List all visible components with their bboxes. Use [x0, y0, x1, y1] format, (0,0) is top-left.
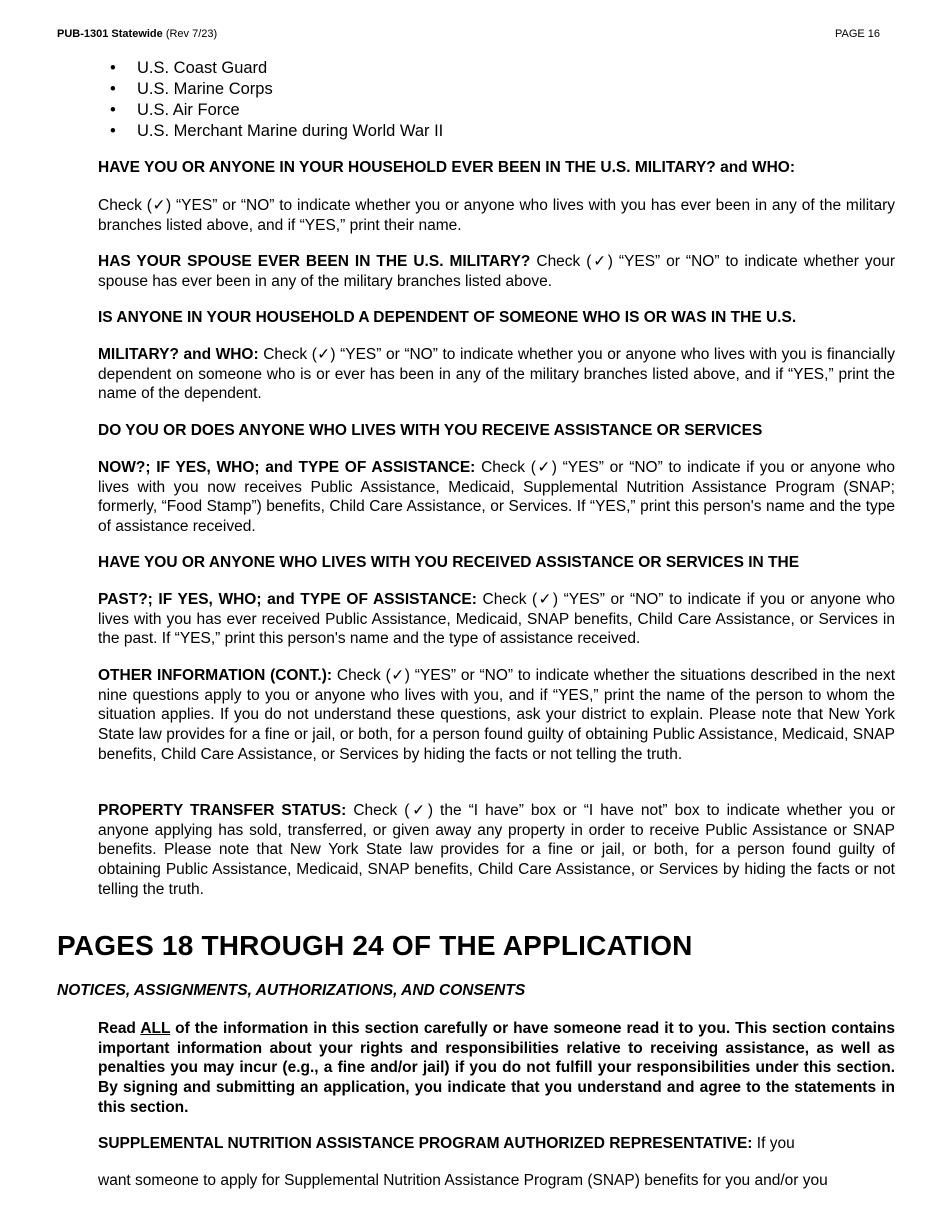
dependent-paragraph [98, 345, 895, 404]
list-item: • U.S. Merchant Marine during World War II [110, 121, 443, 142]
assistance-past-heading: HAVE YOU OR ANYONE WHO LIVES WITH YOU RECEIVED ASSISTANCE OR SERVICES IN THE [98, 554, 800, 571]
snap-representative-text: want someone to apply for Supplemental Nutrition Assistance Program (SNAP) benefits for you and/or you [98, 1172, 828, 1189]
snap-representative-heading-tail: If you [752, 1135, 795, 1152]
list-item: • U.S. Coast Guard [110, 58, 443, 79]
spouse-heading: HAS YOUR SPOUSE EVER BEEN IN THE U.S. MILITARY? [98, 253, 531, 270]
assistance-past-heading-cont: PAST?; IF YES, WHO; and TYPE OF ASSISTANCE: [98, 591, 477, 608]
section-subtitle: NOTICES, ASSIGNMENTS, AUTHORIZATIONS, AND CONSENTS [57, 982, 526, 999]
read-all-paragraph [98, 1019, 895, 1118]
spouse-paragraph [98, 252, 895, 291]
publication-title: PUB-1301 Statewide [57, 28, 163, 40]
page-number: PAGE 16 [835, 28, 881, 40]
read-all-text: of the information in this section carefully or have someone read it to you. This section contains important information about your rights and responsibilities relative to receiving assistance, as well as penalties you may incur (e.g., a fine and/or jail) if you do not fulfill your responsibilities under this section. By signing and submitting an application, you indicate that you understand and agree to the statements in this section. [98, 1020, 895, 1116]
section-title: PAGES 18 THROUGH 24 OF THE APPLICATION [57, 930, 693, 961]
assistance-now-heading: DO YOU OR DOES ANYONE WHO LIVES WITH YOU RECEIVE ASSISTANCE OR SERVICES [98, 422, 763, 439]
assistance-now-text: Check (✓) “YES” or “NO” to indicate if you or anyone who lives with you now receives Public Assistance, Medicaid, Supplemental Nutrition Assistance Program (SNAP; formerly, “Food Stamp”) benefits, Child Care Assistance, or Services. If “YES,” print this person's name and the type of assistance received. [98, 459, 895, 536]
property-transfer-heading: PROPERTY TRANSFER STATUS: [98, 802, 347, 819]
revision-label: (Rev 7/23) [165, 28, 218, 40]
assistance-past-paragraph [98, 590, 895, 649]
publication-header [57, 28, 217, 40]
read-all-emphasis: ALL [140, 1020, 171, 1037]
property-transfer-paragraph [98, 801, 895, 900]
read-prefix: Read [98, 1020, 141, 1037]
other-information-heading: OTHER INFORMATION (CONT.): [98, 667, 333, 684]
dependent-heading-cont: MILITARY? and WHO: [98, 346, 259, 363]
assistance-past-text: Check (✓) “YES” or “NO” to indicate if you or anyone who lives with you has ever received Public Assistance, Medicaid, SNAP benefits, Child Care Assistance, or Services in the past. If “YES,” print this person's name and the type of assistance received. [98, 591, 895, 648]
military-paragraph: Check (✓) “YES” or “NO” to indicate whether you or anyone who lives with you has ever been in any of the military branches listed above, and if “YES,” print their name. [98, 197, 895, 234]
dependent-text: Check (✓) “YES” or “NO” to indicate whether you or anyone who lives with you is financially dependent on someone who is or ever has been in any of the military branches listed above, and if “YES,” print the name of the dependent. [98, 346, 895, 403]
military-branch-list [110, 58, 443, 142]
other-information-paragraph [98, 666, 895, 765]
military-heading: HAVE YOU OR ANYONE IN YOUR HOUSEHOLD EVER BEEN IN THE U.S. MILITARY? and WHO: [98, 159, 795, 176]
assistance-now-heading-cont: NOW?; IF YES, WHO; and TYPE OF ASSISTANCE: [98, 459, 476, 476]
property-transfer-text: Check (✓) the “I have” box or “I have not” box to indicate whether you or anyone applying has sold, transferred, or given away any property in order to receive Public Assistance or SNAP benefits. Please note that New York State law provides for a fine or jail, or both, for a person found guilty of obtaining Public Assistance, Medicaid, SNAP benefits, Child Care Assistance, or Services by hiding the facts or not telling the truth. [98, 802, 895, 898]
list-item: • U.S. Marine Corps [110, 79, 443, 100]
list-item: • U.S. Air Force [110, 100, 443, 121]
snap-representative-paragraph [98, 1134, 895, 1154]
dependent-heading: IS ANYONE IN YOUR HOUSEHOLD A DEPENDENT OF SOMEONE WHO IS OR WAS IN THE U.S. [98, 309, 797, 326]
spouse-text: Check (✓) “YES” or “NO” to indicate whether your spouse has ever been in any of the military branches listed above. [98, 253, 895, 290]
other-information-text: Check (✓) “YES” or “NO” to indicate whether the situations described in the next nine questions apply to you or anyone who lives with you, and if “YES,” print the name of the person to whom the situation applies. If you do not understand these questions, ask your district to explain. Please note that New York State law provides for a fine or jail, or both, for a person found guilty of obtaining Public Assistance, Medicaid, SNAP benefits, Child Care Assistance, or Services by hiding the facts or not telling the truth. [98, 667, 895, 763]
snap-representative-heading: SUPPLEMENTAL NUTRITION ASSISTANCE PROGRAM AUTHORIZED REPRESENTATIVE: [98, 1135, 753, 1152]
assistance-now-paragraph [98, 458, 895, 537]
